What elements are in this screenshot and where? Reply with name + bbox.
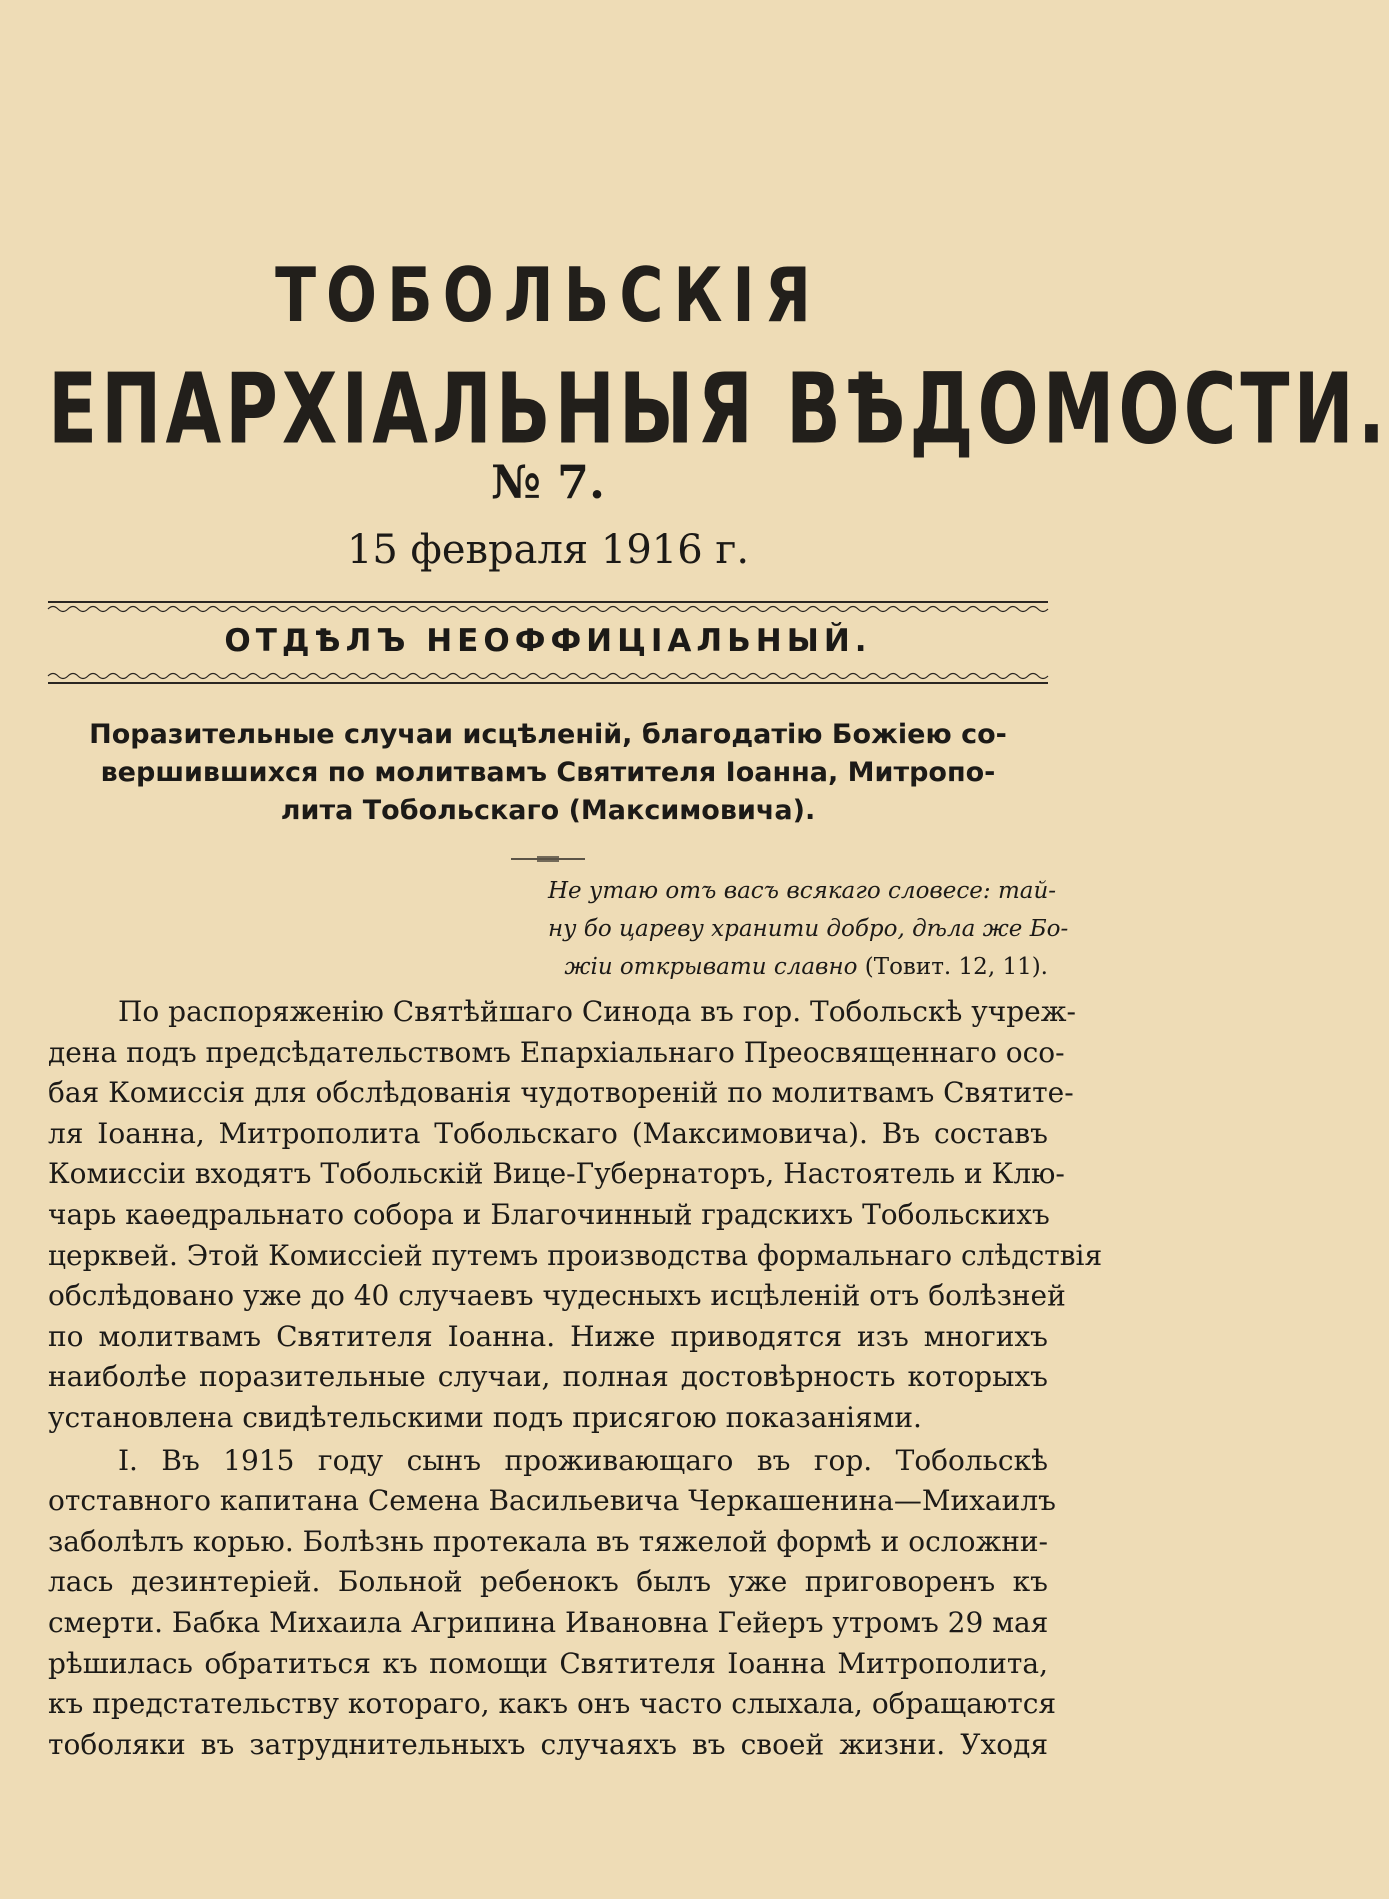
issue-number: № 7.	[490, 455, 606, 509]
body-line: установлена свидѣтельскими подъ присягою показаніями.	[48, 1400, 922, 1434]
body-line: По распоряженію Святѣйшаго Синода въ гор. Тобольскѣ учреж-	[118, 995, 1076, 1028]
article-title-line: вершившихся по молитвамъ Святителя Іоанна, Митропо-	[100, 757, 996, 788]
newspaper-page	[48, 0, 1389, 1899]
epigraph-line: ну бо цареву хранити добро, дѣла же Бо-	[548, 916, 1069, 942]
epigraph-reference: (Товит. 12, 11).	[857, 954, 1048, 980]
body-line: Комиссіи входятъ Тобольскій Вице-Губернаторъ, Настоятель и Клю-	[48, 1157, 1065, 1191]
body-line: по молитвамъ Святителя Іоанна. Ниже приводятся изъ многихъ	[48, 1319, 1048, 1353]
article-body	[48, 992, 1103, 1765]
body-line: обслѣдовано уже до 40 случаевъ чудесныхъ исцѣленій отъ болѣзней	[48, 1279, 1066, 1313]
body-line: наиболѣе поразительные случаи, полная достовѣрность которыхъ	[48, 1360, 1048, 1394]
epigraph-quote-end: жіи открывати славно	[564, 954, 858, 980]
body-line: къ предстательству котораго, какъ онъ часто слыхала, обращаются	[48, 1687, 1057, 1721]
body-line: смерти. Бабка Михаила Агрипина Ивановна Гейеръ утромъ 29 мая	[48, 1605, 1049, 1639]
body-line: отставного капитана Семена Васильевича Черкашенина—Михаилъ	[48, 1484, 1056, 1518]
body-line: I. Въ 1915 году сынъ проживающаго въ гор. Тобольскѣ	[118, 1443, 1048, 1477]
body-line: церквей. Этой Комиссіей путемъ производства формальнаго слѣдствія	[48, 1238, 1103, 1272]
article-title-line: лита Тобольскаго (Максимовича).	[280, 795, 816, 826]
body-line: ля Іоанна, Митрополита Тобольскаго (Максимовича). Въ составъ	[48, 1116, 1048, 1150]
body-line: заболѣлъ корью. Болѣзнь протекала въ тяжелой формѣ и осложни-	[48, 1524, 1048, 1558]
masthead-title-line-1: ТОБОЛЬСКІЯ	[275, 252, 821, 340]
body-line: дена подъ предсѣдательствомъ Епархіальнаго Преосвященнаго осо-	[48, 1035, 1065, 1069]
issue-date: 15 февраля 1916 г.	[346, 527, 750, 573]
bottom-decorative-rule	[48, 671, 1048, 685]
top-decorative-rule	[48, 600, 1048, 614]
title-separator	[511, 855, 585, 863]
epigraph	[548, 872, 1069, 986]
section-heading: ОТДѢЛЪ НЕОФФИЦІАЛЬНЫЙ.	[224, 623, 872, 659]
body-line: рѣшилась обратиться къ помощи Святителя Іоанна Митрополита,	[48, 1646, 1048, 1680]
article-title-line: Поразительные случаи исцѣленій, благодатію Божіею со-	[89, 719, 1007, 750]
masthead-title-line-2: ЕПАРХІАЛЬНЫЯ ВѢДОМОСТИ.	[48, 352, 1389, 466]
body-line: тоболяки въ затруднительныхъ случаяхъ въ своей жизни. Уходя	[48, 1727, 1048, 1761]
body-line: бая Комиссія для обслѣдованія чудотвореній по молитвамъ Святите-	[48, 1076, 1074, 1110]
body-line: чарь каѳедральнато собора и Благочинный градскихъ Тобольскихъ	[48, 1197, 1050, 1231]
epigraph-line	[548, 948, 1048, 986]
body-line: лась дезинтеріей. Больной ребенокъ былъ уже приговоренъ къ	[48, 1565, 1048, 1599]
article-title	[48, 716, 1048, 830]
epigraph-line: Не утаю отъ васъ всякаго словесе: тай-	[548, 878, 1057, 904]
